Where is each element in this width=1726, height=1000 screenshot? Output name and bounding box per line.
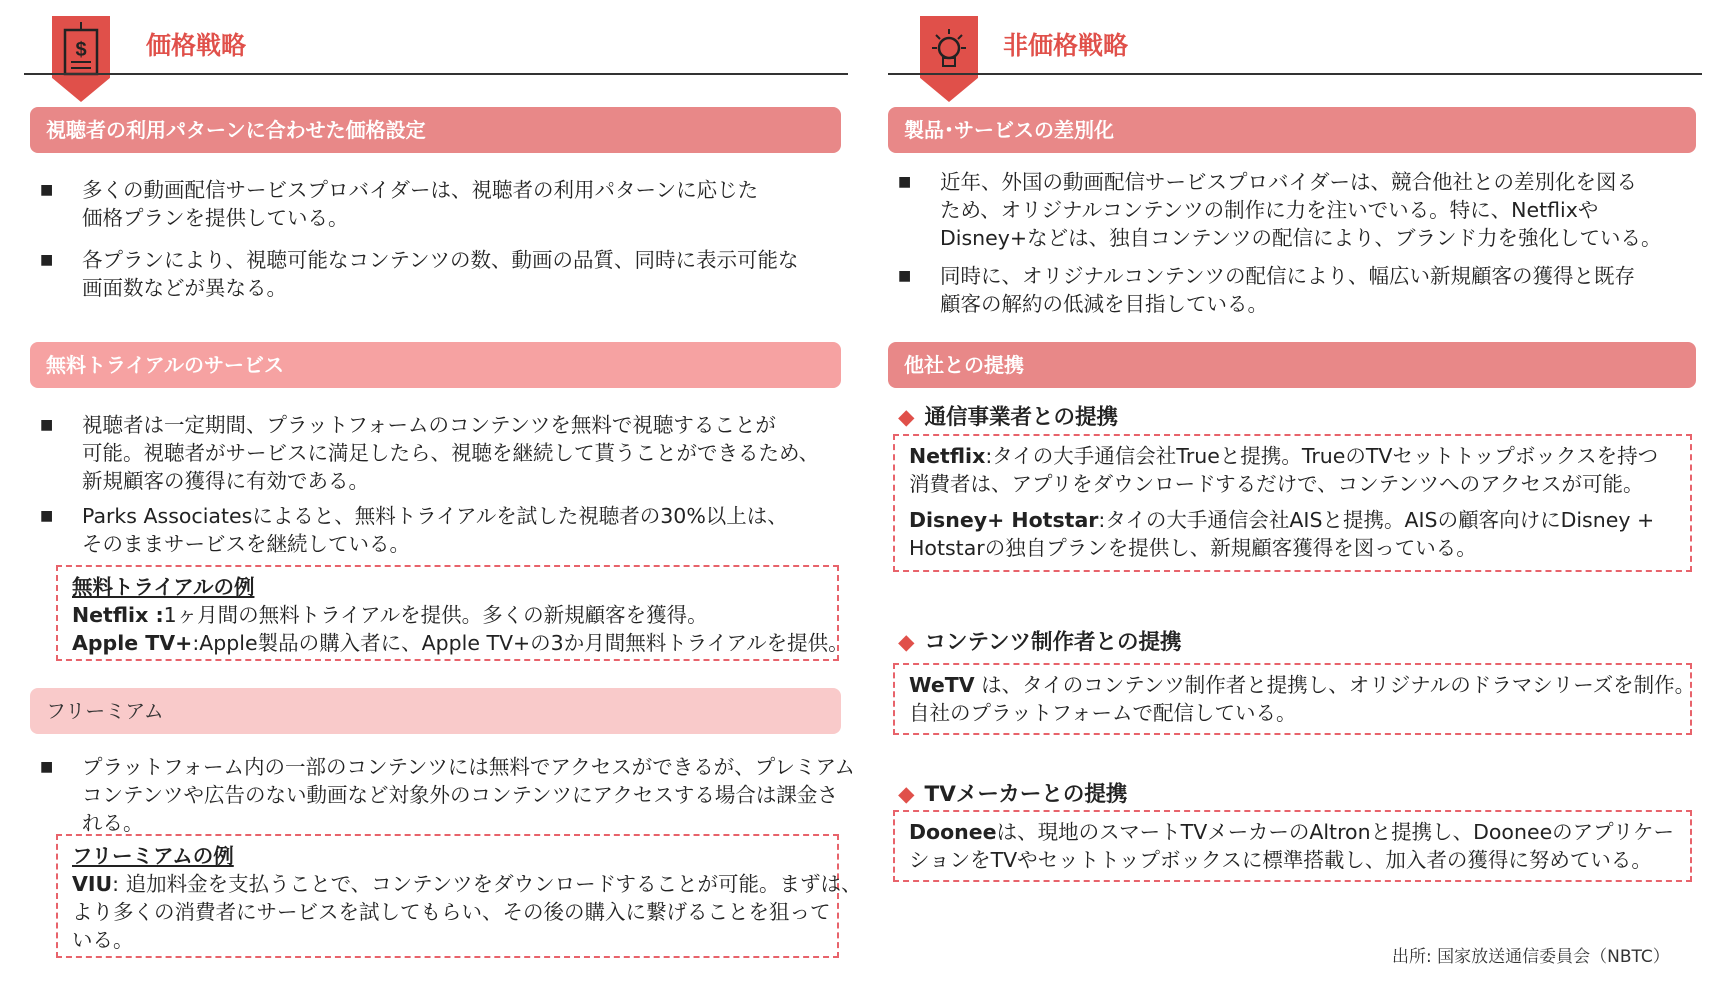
subsection-telecom: ◆ 通信事業者との提携: [898, 405, 1119, 430]
example-title: フリーミアムの例: [72, 844, 234, 868]
bullet-square-icon: ■: [898, 268, 912, 284]
example-name: VIU: [72, 872, 113, 896]
example-title: 無料トライアルの例: [72, 575, 255, 599]
partner-name: Doonee: [909, 820, 997, 844]
partner-name: Disney+ Hotstar: [909, 508, 1099, 532]
freemium-example-box: フリーミアムの例 VIU: 追加料金を支払うことで、コンテンツをダウンロードすることが可能。まずは、 より多くの消費者にサービスを試してもらい、その後の購入に繋げることを狙って いる。: [56, 834, 839, 958]
tv-maker-partner-box: Dooneeは、現地のスマートTVメーカーのAltronと提携し、Dooneeのアプリケー ションをTVやセットトップボックスに標準搭載し、加入者の獲得に努めている。: [893, 810, 1692, 882]
non-price-ribbon: [920, 16, 978, 102]
left-header-rule: [24, 73, 848, 75]
telecom-partner-box: Netflix:タイの大手通信会社Trueと提携。TrueのTVセットトップボックスを持つ 消費者は、アプリをダウンロードするだけで、コンテンツへのアクセスが可能。 Disney+ Hotstar:タイの大手通信会社AISと提携。AISの顧客向けにDisney + Hotstarの独自プランを提供し、新規顧客獲得を図っている。: [893, 434, 1692, 572]
section-heading-partnerships: 他社との提携: [888, 342, 1696, 388]
right-header-rule: [888, 73, 1702, 75]
diamond-icon: ◆: [898, 405, 915, 430]
bullet-square-icon: ■: [898, 174, 912, 190]
example-name: Apple TV+: [72, 631, 193, 655]
diamond-icon: ◆: [898, 782, 915, 807]
right-column-title: 非価格戦略: [1003, 31, 1129, 60]
bullet-square-icon: ■: [40, 759, 54, 775]
svg-text:$: $: [75, 39, 87, 61]
subsection-tv-makers: ◆ TVメーカーとの提携: [898, 782, 1128, 807]
section-heading-free-trial: 無料トライアルのサービス: [30, 342, 841, 388]
section-heading-pricing-patterns: 視聴者の利用パターンに合わせた価格設定: [30, 107, 841, 153]
bullet-square-icon: ■: [40, 508, 54, 524]
example-name: Netflix :: [72, 603, 164, 627]
free-trial-example-box: 無料トライアルの例 Netflix :1ヶ月間の無料トライアルを提供。多くの新規顧客を獲得。 Apple TV+:Apple製品の購入者に、Apple TV+の3か月間無料トライアルを提供。: [56, 565, 839, 661]
partner-name: Netflix: [909, 444, 986, 468]
bullet-square-icon: ■: [40, 252, 54, 268]
section-heading-differentiation: 製品･サービスの差別化: [888, 107, 1696, 153]
subsection-content-creators: ◆ コンテンツ制作者との提携: [898, 630, 1182, 655]
diamond-icon: ◆: [898, 630, 915, 655]
section-heading-freemium: フリーミアム: [30, 688, 841, 734]
price-ribbon: [52, 16, 110, 102]
partner-name: WeTV: [909, 673, 975, 697]
bullet-square-icon: ■: [40, 182, 54, 198]
content-creator-partner-box: WeTV は、タイのコンテンツ制作者と提携し、オリジナルのドラマシリーズを制作。 自社のプラットフォームで配信している。: [893, 663, 1692, 735]
price-tag-dollar-icon: [61, 22, 101, 78]
left-column-title: 価格戦略: [146, 31, 247, 60]
bullet-square-icon: ■: [40, 417, 54, 433]
source-note: 出所: 国家放送通信委員会（NBTC）: [1392, 947, 1670, 967]
